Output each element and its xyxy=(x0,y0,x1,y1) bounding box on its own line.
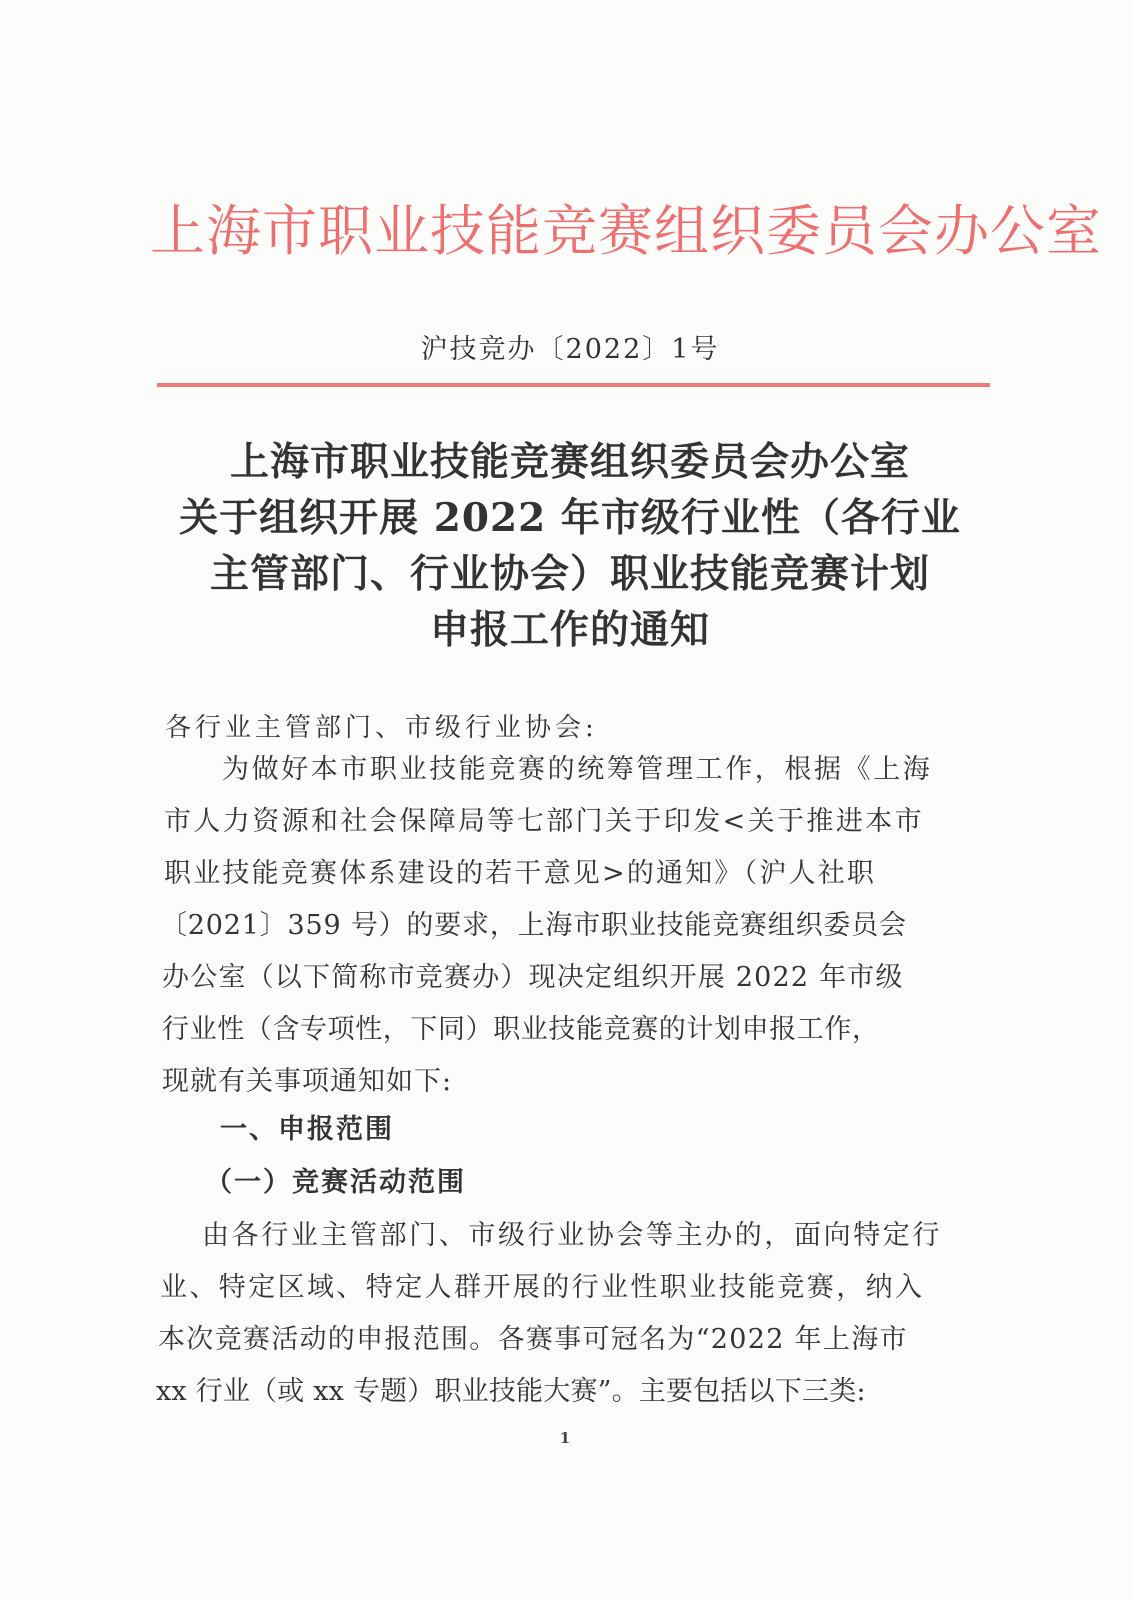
title-line: 申报工作的通知 xyxy=(429,607,710,653)
section-heading: 一、申报范围 xyxy=(220,1114,394,1145)
paragraph-line: 业、特定区域、特定人群开展的行业性职业技能竞赛，纳入 xyxy=(160,1272,925,1303)
issuing-organization-header: 上海市职业技能竞赛组织委员会办公室 xyxy=(150,199,1103,263)
paragraph-line: 职业技能竞赛体系建设的若干意见>的通知》（沪人社职 xyxy=(164,858,877,889)
page-number: 1 xyxy=(559,1429,571,1447)
paragraph-line: 为做好本市职业技能竞赛的统筹管理工作，根据《上海 xyxy=(222,754,933,785)
subsection-heading: （一）竞赛活动范围 xyxy=(205,1167,466,1198)
document-title xyxy=(150,434,990,658)
red-divider-line xyxy=(157,383,990,387)
paragraph-line: 办公室（以下简称市竞赛办）现决定组织开展 2022 年市级 xyxy=(162,962,904,993)
paragraph-line: 市人力资源和社会保障局等七部门关于印发<关于推进本市 xyxy=(164,806,925,837)
title-line: 关于组织开展 2022 年市级行业性（各行业 xyxy=(179,495,961,541)
paragraph-line: 现就有关事项通知如下: xyxy=(162,1066,453,1097)
title-line: 主管部门、行业协会）职业技能竞赛计划 xyxy=(209,551,930,597)
paragraph-line: 行业性（含专项性，下同）职业技能竞赛的计划申报工作， xyxy=(162,1014,880,1045)
paragraph-line: xx 行业（或 xx 专题）职业技能大赛”。主要包括以下三类: xyxy=(156,1376,866,1407)
title-line: 上海市职业技能竞赛组织委员会办公室 xyxy=(229,439,910,485)
paragraph-line: 〔2021〕359 号）的要求，上海市职业技能竞赛组织委员会 xyxy=(160,910,907,941)
paragraph-line: 由各行业主管部门、市级行业协会等主办的，面向特定行 xyxy=(202,1220,942,1251)
salutation: 各行业主管部门、市级行业协会: xyxy=(165,713,598,743)
document-number: 沪技竞办〔2022〕1号 xyxy=(420,334,720,365)
paragraph-line: 本次竞赛活动的申报范围。各赛事可冠名为“2022 年上海市 xyxy=(158,1324,908,1355)
